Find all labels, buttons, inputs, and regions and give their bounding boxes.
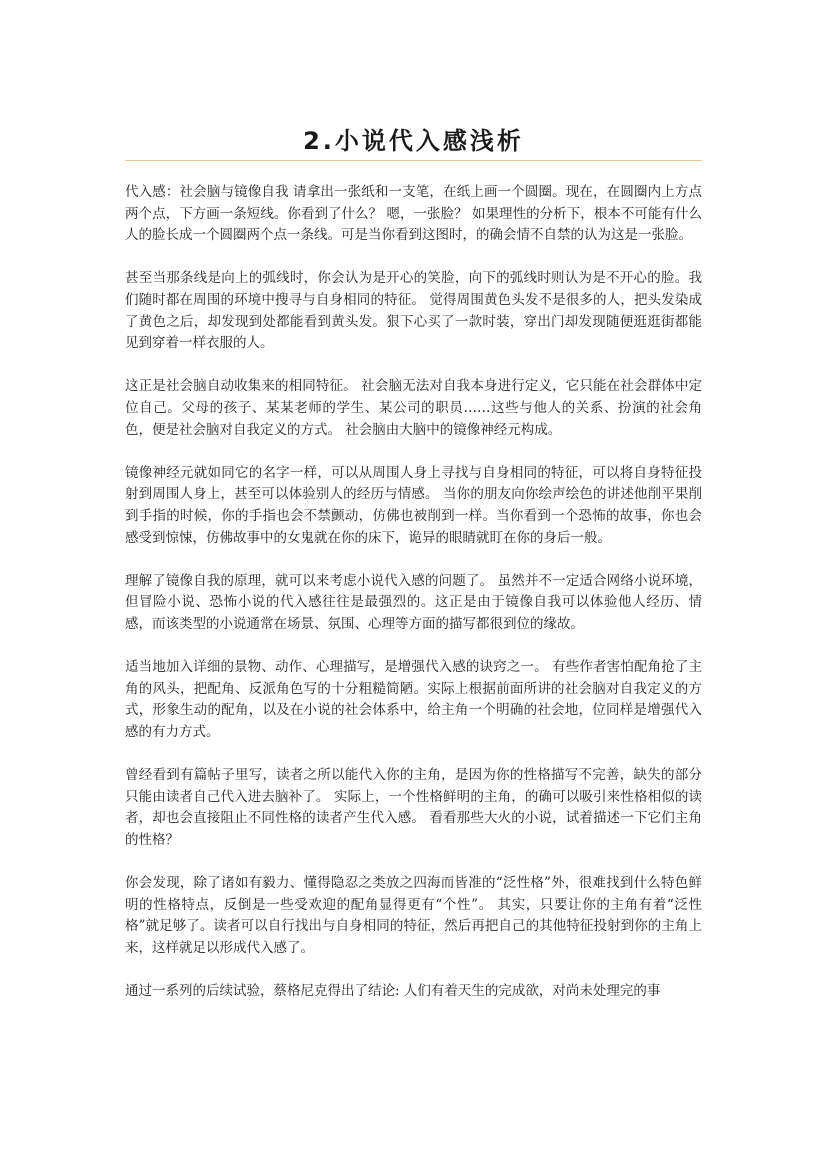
paragraph: 曾经看到有篇帖子里写，读者之所以能代入你的主角，是因为你的性格描写不完善，缺失的部分只能由读者自己代入进去脑补了。 实际上，一个性格鲜明的主角，的确可以吸引来性格相似的读者，却也会直接阻止不同性格的读者产生代入感。 看看那些大火的小说，试着描述一下它们主角的性格？ (125, 767, 702, 848)
paragraph: 理解了镜像自我的原理，就可以来考虑小说代入感的问题了。 虽然并不一定适合网络小说环境，但冒险小说、恐怖小说的代入感往往是最强烈的。这正是由于镜像自我可以体验他人经历、情感，而该类型的小说通常在场景、氛围、心理等方面的描写都很到位的缘故。 (125, 572, 702, 632)
paragraph: 通过一系列的后续试验，蔡格尼克得出了结论: 人们有着天生的完成欲，对尚未处理完的事 (125, 982, 661, 999)
paragraph: 甚至当那条线是向上的弧线时，你会认为是开心的笑脸，向下的弧线时则认为是不开心的脸。我们随时都在周围的环境中搜寻与自身相同的特征。 觉得周围黄色头发不是很多的人，把头发染成了黄色之后，却发现到处都能看到黄头发。狠下心买了一款时装，穿出门却发现随便逛逛街都能见到穿着一样衣服的人。 (125, 270, 702, 352)
paragraph: 代入感：社会脑与镜像自我 请拿出一张纸和一支笔，在纸上画一个圆圈。现在，在圆圈内上方点两个点，下方画一条短线。你看到了什么？ 嗯，一张脸？ 如果理性的分析下，根本不可能有什么人的脸长成一个圆圈两个点一条线。可是当你看到这图时，的确会情不自禁的认为这是一张脸。 (125, 184, 702, 244)
paragraph: 你会发现，除了诸如有毅力、懂得隐忍之类放之四海而皆准的“泛性格”外，很难找到什么特色鲜明的性格特点，反倒是一些受欢迎的配角显得更有“个性”。 其实，只要让你的主角有着“泛性格”就足够了。读者可以自行找出与自身相同的特征，然后再把自己的其他特征投射到你的主角上来，这样就足以形成代入感了。 (125, 875, 702, 956)
paragraph: 这正是社会脑自动收集来的相同特征。 社会脑无法对自我本身进行定义，它只能在社会群体中定位自己。父母的孩子、某某老师的学生、某公司的职员……这些与他人的关系、扮演的社会角色，便是社会脑对自我定义的方式。 社会脑由大脑中的镜像神经元构成。 (125, 378, 702, 438)
page-title: 2.小说代入感浅析 (303, 127, 524, 156)
title-divider (125, 160, 702, 161)
paragraph: 适当地加入详细的景物、动作、心理描写，是增强代入感的诀窍之一。 有些作者害怕配角抢了主角的风头，把配角、反派角色写的十分粗糙简陋。实际上根据前面所讲的社会脑对自我定义的方式，形象生动的配角，以及在小说的社会体系中，给主角一个明确的社会地，位同样是增强代入感的有力方式。 (125, 659, 702, 740)
paragraph: 镜像神经元就如同它的名字一样，可以从周围人身上寻找与自身相同的特征，可以将自身特征投射到周围人身上，甚至可以体验别人的经历与情感。 当你的朋友向你绘声绘色的讲述他削平果削到手指的时候，你的手指也会不禁颤动，仿佛也被削到一样。当你看到一个恐怖的故事，你也会感受到惊悚，仿佛故事中的女鬼就在你的床下，诡异的眼睛就盯在你的身后一般。 (125, 464, 702, 546)
document-body (125, 182, 702, 1024)
